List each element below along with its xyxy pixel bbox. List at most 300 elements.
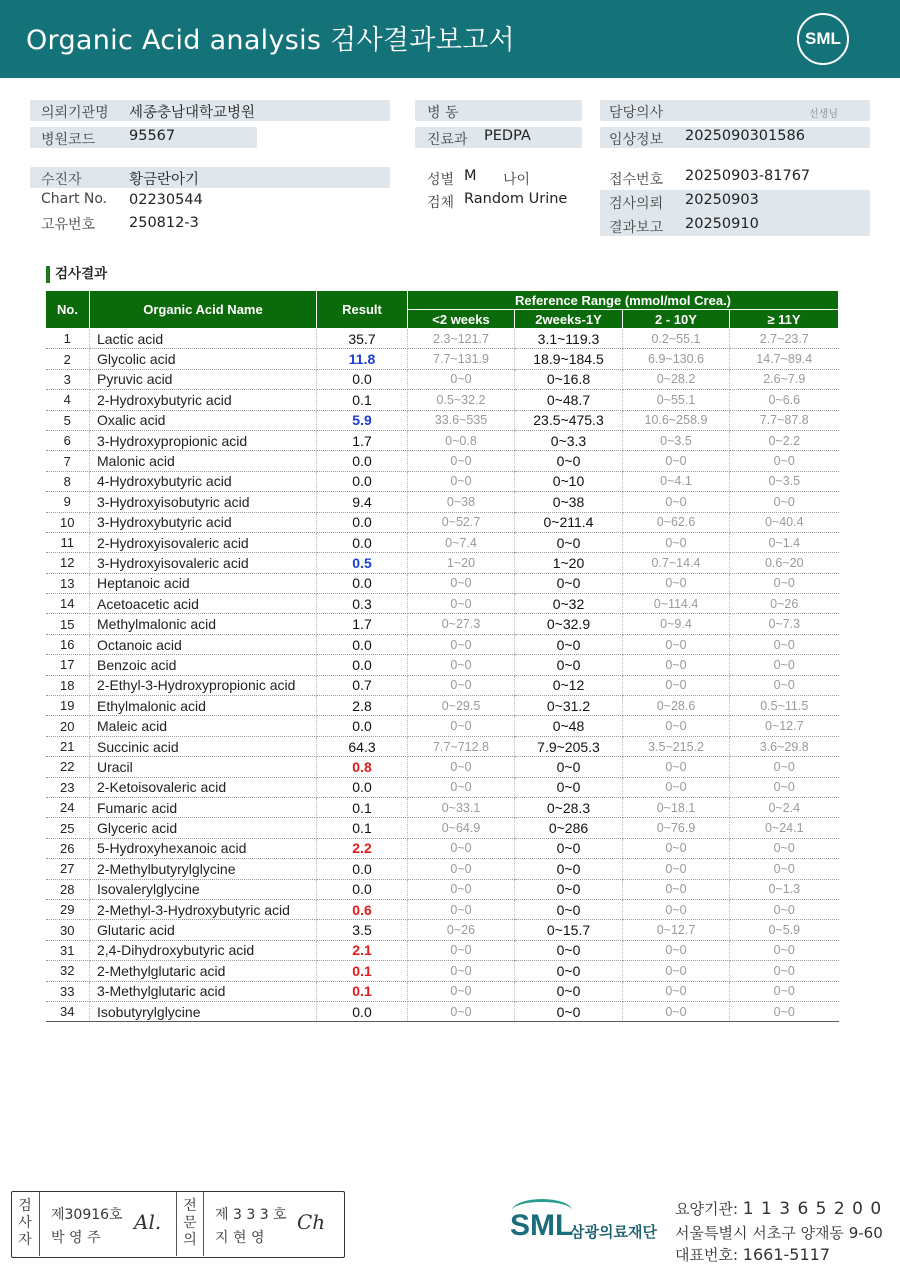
range-11y-plus: 0~3.5 — [730, 471, 839, 491]
dept-label: 진료과 — [427, 132, 468, 148]
range-2-10y: 0.2~55.1 — [623, 329, 730, 349]
report-title: Organic Acid analysis 검사결과보고서 — [26, 25, 515, 56]
hospital-code-value: 95567 — [129, 128, 176, 144]
result-value: 0.0 — [317, 471, 408, 491]
range-2w-1y: 0~3.3 — [515, 430, 623, 450]
result-value: 2.8 — [317, 696, 408, 716]
range-2-10y: 0~9.4 — [623, 614, 730, 634]
range-2-10y: 0~0 — [623, 492, 730, 512]
divider — [176, 1192, 177, 1256]
result-value: 0.0 — [317, 369, 408, 389]
sml-logo-text: SML — [805, 29, 841, 48]
range-under-2w: 0~0 — [408, 451, 515, 471]
results-table — [45, 290, 839, 1022]
range-11y-plus: 0~1.3 — [730, 879, 839, 899]
range-2-10y: 0~28.6 — [623, 696, 730, 716]
acid-name: Uracil — [90, 757, 317, 777]
range-under-2w: 0~52.7 — [408, 512, 515, 532]
sex-label: 성별 — [427, 172, 455, 188]
range-2w-1y: 0~0 — [515, 573, 623, 593]
patient-bar — [30, 167, 390, 188]
divider — [39, 1192, 40, 1256]
range-2-10y: 0~0 — [623, 777, 730, 797]
range-2w-1y: 0~32.9 — [515, 614, 623, 634]
row-number: 2 — [46, 349, 90, 369]
table-row — [46, 655, 839, 675]
result-value: 1.7 — [317, 614, 408, 634]
clinical-label: 임상정보 — [609, 132, 664, 148]
range-2-10y: 0~0 — [623, 961, 730, 981]
row-number: 29 — [46, 899, 90, 919]
range-2w-1y: 0~15.7 — [515, 920, 623, 940]
range-11y-plus: 0~40.4 — [730, 512, 839, 532]
tester-signature: Al. — [134, 1210, 162, 1234]
acid-name: 3-Hydroxyisovaleric acid — [90, 553, 317, 573]
sml-logo — [797, 13, 849, 65]
row-number: 6 — [46, 430, 90, 450]
range-under-2w: 0~0 — [408, 369, 515, 389]
range-11y-plus: 0~6.6 — [730, 390, 839, 410]
doctor-suffix: 선생님 — [809, 109, 838, 120]
report-header — [0, 0, 900, 78]
range-2-10y: 0~0 — [623, 532, 730, 552]
range-under-2w: 0~0 — [408, 961, 515, 981]
range-under-2w: 0~0 — [408, 838, 515, 858]
range-2w-1y: 0~12 — [515, 675, 623, 695]
row-number: 4 — [46, 390, 90, 410]
range-2w-1y: 0~32 — [515, 594, 623, 614]
result-value: 0.7 — [317, 675, 408, 695]
acid-name: 2-Methylglutaric acid — [90, 961, 317, 981]
range-2-10y: 0~62.6 — [623, 512, 730, 532]
range-2w-1y: 0~0 — [515, 859, 623, 879]
acid-name: Octanoic acid — [90, 634, 317, 654]
table-row — [46, 981, 839, 1001]
table-row — [46, 329, 839, 349]
range-2w-1y: 0~0 — [515, 838, 623, 858]
range-2-10y: 0~0 — [623, 1001, 730, 1021]
range-2-10y: 0~0 — [623, 451, 730, 471]
row-number: 15 — [46, 614, 90, 634]
range-under-2w: 0~27.3 — [408, 614, 515, 634]
range-2w-1y: 0~48.7 — [515, 390, 623, 410]
range-under-2w: 0~7.4 — [408, 532, 515, 552]
result-value: 0.0 — [317, 634, 408, 654]
range-11y-plus: 0~0 — [730, 838, 839, 858]
range-under-2w: 33.6~535 — [408, 410, 515, 430]
range-under-2w: 7.7~712.8 — [408, 736, 515, 756]
ward-label: 병 동 — [427, 105, 459, 121]
acid-name: Malonic acid — [90, 451, 317, 471]
hospital-code-label: 병원코드 — [41, 132, 96, 148]
range-11y-plus: 0~0 — [730, 655, 839, 675]
range-11y-plus: 0~0 — [730, 777, 839, 797]
result-value: 0.0 — [317, 532, 408, 552]
range-11y-plus: 0~0 — [730, 859, 839, 879]
table-row — [46, 634, 839, 654]
range-2w-1y: 0~10 — [515, 471, 623, 491]
range-11y-plus: 0~0 — [730, 940, 839, 960]
range-2-10y: 3.5~215.2 — [623, 736, 730, 756]
range-11y-plus: 14.7~89.4 — [730, 349, 839, 369]
row-number: 9 — [46, 492, 90, 512]
range-2w-1y: 1~20 — [515, 553, 623, 573]
range-under-2w: 2.3~121.7 — [408, 329, 515, 349]
range-11y-plus: 0.5~11.5 — [730, 696, 839, 716]
range-11y-plus: 0~0 — [730, 573, 839, 593]
acid-name: Benzoic acid — [90, 655, 317, 675]
specialist-name: 지 현 영 — [215, 1230, 265, 1246]
range-2-10y: 0~0 — [623, 838, 730, 858]
range-11y-plus: 0~0 — [730, 492, 839, 512]
col-range-4: ≥ 11Y — [730, 310, 839, 329]
acid-name: 2-Ketoisovaleric acid — [90, 777, 317, 797]
table-row — [46, 430, 839, 450]
care-institution — [675, 1198, 882, 1219]
range-2w-1y: 0~28.3 — [515, 797, 623, 817]
acid-name: Glycolic acid — [90, 349, 317, 369]
range-under-2w: 0~29.5 — [408, 696, 515, 716]
table-row — [46, 716, 839, 736]
range-under-2w: 0~0 — [408, 675, 515, 695]
range-2w-1y: 0~0 — [515, 532, 623, 552]
result-value: 64.3 — [317, 736, 408, 756]
range-2w-1y: 0~286 — [515, 818, 623, 838]
specialist-signature: Ch — [297, 1210, 326, 1234]
table-row — [46, 532, 839, 552]
range-2-10y: 0~18.1 — [623, 797, 730, 817]
table-row — [46, 1001, 839, 1021]
range-11y-plus: 0~0 — [730, 981, 839, 1001]
result-value: 0.6 — [317, 899, 408, 919]
range-2-10y: 6.9~130.6 — [623, 349, 730, 369]
result-value: 0.0 — [317, 716, 408, 736]
range-under-2w: 7.7~131.9 — [408, 349, 515, 369]
range-2-10y: 0~0 — [623, 757, 730, 777]
institution-value: 세종충남대학교병원 — [129, 105, 256, 121]
row-number: 10 — [46, 512, 90, 532]
row-number: 8 — [46, 471, 90, 491]
doctor-label: 담당의사 — [609, 105, 664, 121]
range-11y-plus: 0~2.4 — [730, 797, 839, 817]
results-table-body — [46, 329, 839, 1022]
row-number: 26 — [46, 838, 90, 858]
range-11y-plus: 0~0 — [730, 675, 839, 695]
result-value: 0.0 — [317, 573, 408, 593]
col-no: No. — [46, 291, 90, 329]
range-2-10y: 0~0 — [623, 859, 730, 879]
range-under-2w: 0~0 — [408, 777, 515, 797]
range-2-10y: 0~0 — [623, 716, 730, 736]
range-under-2w: 0~38 — [408, 492, 515, 512]
range-2-10y: 0~0 — [623, 634, 730, 654]
range-under-2w: 0~26 — [408, 920, 515, 940]
table-row — [46, 451, 839, 471]
col-range-2: 2weeks-1Y — [515, 310, 623, 329]
row-number: 31 — [46, 940, 90, 960]
table-row — [46, 899, 839, 919]
chart-label: Chart No. — [41, 191, 108, 207]
phone-label: 대표번호: — [675, 1246, 739, 1264]
org-name: 삼광의료재단 — [570, 1223, 657, 1241]
care-number: 1 1 3 6 5 2 0 0 — [742, 1199, 883, 1219]
range-2w-1y: 0~0 — [515, 981, 623, 1001]
table-row — [46, 879, 839, 899]
acid-name: Lactic acid — [90, 329, 317, 349]
result-value: 0.1 — [317, 961, 408, 981]
receipt-value: 20250903-81767 — [685, 168, 811, 184]
row-number: 13 — [46, 573, 90, 593]
row-number: 22 — [46, 757, 90, 777]
range-2-10y: 0~12.7 — [623, 920, 730, 940]
range-11y-plus: 0.6~20 — [730, 553, 839, 573]
range-under-2w: 0~0 — [408, 757, 515, 777]
range-2w-1y: 0~0 — [515, 634, 623, 654]
specimen-value: Random Urine — [464, 191, 568, 207]
table-row — [46, 492, 839, 512]
range-11y-plus: 0~7.3 — [730, 614, 839, 634]
range-2-10y: 0~0 — [623, 655, 730, 675]
row-number: 12 — [46, 553, 90, 573]
range-under-2w: 0~33.1 — [408, 797, 515, 817]
divider — [203, 1192, 204, 1256]
acid-name: 2-Hydroxyisovaleric acid — [90, 532, 317, 552]
acid-name: 3-Hydroxypropionic acid — [90, 430, 317, 450]
result-value: 0.0 — [317, 879, 408, 899]
table-row — [46, 349, 839, 369]
acid-name: 2-Ethyl-3-Hydroxypropionic acid — [90, 675, 317, 695]
acid-name: Glutaric acid — [90, 920, 317, 940]
acid-name: Maleic acid — [90, 716, 317, 736]
table-row — [46, 573, 839, 593]
row-number: 20 — [46, 716, 90, 736]
range-2-10y: 0~0 — [623, 940, 730, 960]
acid-name: Glyceric acid — [90, 818, 317, 838]
range-under-2w: 0~0 — [408, 634, 515, 654]
acid-name: Acetoacetic acid — [90, 594, 317, 614]
table-row — [46, 736, 839, 756]
acid-name: Ethylmalonic acid — [90, 696, 317, 716]
range-under-2w: 0~0 — [408, 859, 515, 879]
range-11y-plus: 0~0 — [730, 1001, 839, 1021]
range-under-2w: 0~0.8 — [408, 430, 515, 450]
range-under-2w: 0~0 — [408, 573, 515, 593]
range-2-10y: 0~114.4 — [623, 594, 730, 614]
acid-name: Oxalic acid — [90, 410, 317, 430]
table-row — [46, 696, 839, 716]
tester-label: 검사자 — [18, 1198, 32, 1248]
acid-name: 3-Hydroxybutyric acid — [90, 512, 317, 532]
table-row — [46, 410, 839, 430]
sex-value: M — [464, 168, 477, 184]
range-2w-1y: 0~48 — [515, 716, 623, 736]
range-2-10y: 0~0 — [623, 899, 730, 919]
range-under-2w: 0~64.9 — [408, 818, 515, 838]
row-number: 14 — [46, 594, 90, 614]
specimen-label: 검체 — [427, 195, 455, 211]
row-number: 1 — [46, 329, 90, 349]
range-11y-plus: 0~0 — [730, 634, 839, 654]
care-label: 요양기관: — [675, 1200, 739, 1218]
patient-value: 황금란아기 — [129, 172, 200, 188]
uid-label: 고유번호 — [41, 217, 96, 233]
row-number: 16 — [46, 634, 90, 654]
range-2-10y: 0~4.1 — [623, 471, 730, 491]
table-row — [46, 777, 839, 797]
range-under-2w: 0~0 — [408, 981, 515, 1001]
row-number: 25 — [46, 818, 90, 838]
range-under-2w: 0~0 — [408, 655, 515, 675]
range-under-2w: 0~0 — [408, 471, 515, 491]
result-value: 0.1 — [317, 797, 408, 817]
range-2-10y: 0.7~14.4 — [623, 553, 730, 573]
table-row — [46, 859, 839, 879]
result-value: 5.9 — [317, 410, 408, 430]
range-under-2w: 0.5~32.2 — [408, 390, 515, 410]
phone-line — [675, 1244, 830, 1265]
row-number: 3 — [46, 369, 90, 389]
receipt-label: 접수번호 — [609, 172, 664, 188]
col-range-3: 2 - 10Y — [623, 310, 730, 329]
dept-value: PEDPA — [484, 128, 531, 144]
table-row — [46, 818, 839, 838]
row-number: 19 — [46, 696, 90, 716]
acid-name: Succinic acid — [90, 736, 317, 756]
result-value: 0.0 — [317, 859, 408, 879]
row-number: 23 — [46, 777, 90, 797]
range-2w-1y: 0~0 — [515, 899, 623, 919]
range-11y-plus: 0~0 — [730, 757, 839, 777]
acid-name: 2-Methylbutyrylglycine — [90, 859, 317, 879]
row-number: 27 — [46, 859, 90, 879]
range-2-10y: 0~0 — [623, 879, 730, 899]
report-label: 결과보고 — [609, 220, 664, 236]
range-11y-plus: 0~0 — [730, 961, 839, 981]
range-2w-1y: 23.5~475.3 — [515, 410, 623, 430]
table-row — [46, 675, 839, 695]
range-2w-1y: 0~0 — [515, 1001, 623, 1021]
range-2w-1y: 0~0 — [515, 879, 623, 899]
range-2w-1y: 0~38 — [515, 492, 623, 512]
row-number: 24 — [46, 797, 90, 817]
result-value: 0.1 — [317, 818, 408, 838]
acid-name: Heptanoic acid — [90, 573, 317, 593]
range-2w-1y: 0~31.2 — [515, 696, 623, 716]
address: 서울특별시 서초구 양재동 9-60 — [675, 1224, 883, 1242]
acid-name: Fumaric acid — [90, 797, 317, 817]
clinical-value: 2025090301586 — [685, 128, 805, 144]
range-11y-plus: 0~5.9 — [730, 920, 839, 940]
result-value: 0.0 — [317, 655, 408, 675]
patient-label: 수진자 — [41, 172, 82, 188]
acid-name: Isobutyrylglycine — [90, 1001, 317, 1021]
acid-name: 3-Hydroxyisobutyric acid — [90, 492, 317, 512]
section-title: 검사결과 — [46, 266, 107, 283]
uid-value: 250812-3 — [129, 215, 199, 231]
range-2w-1y: 0~0 — [515, 777, 623, 797]
range-2-10y: 0~76.9 — [623, 818, 730, 838]
table-row — [46, 838, 839, 858]
range-2-10y: 0~3.5 — [623, 430, 730, 450]
row-number: 5 — [46, 410, 90, 430]
table-row — [46, 920, 839, 940]
range-2-10y: 0~0 — [623, 675, 730, 695]
results-table-head — [46, 291, 839, 329]
range-2-10y: 0~28.2 — [623, 369, 730, 389]
range-2w-1y: 0~0 — [515, 757, 623, 777]
acid-name: 5-Hydroxyhexanoic acid — [90, 838, 317, 858]
range-2w-1y: 18.9~184.5 — [515, 349, 623, 369]
range-2-10y: 0~0 — [623, 573, 730, 593]
range-2w-1y: 7.9~205.3 — [515, 736, 623, 756]
range-under-2w: 0~0 — [408, 716, 515, 736]
age-label: 나이 — [503, 172, 531, 188]
range-2w-1y: 3.1~119.3 — [515, 329, 623, 349]
range-11y-plus: 0~0 — [730, 451, 839, 471]
institution-label: 의뢰기관명 — [41, 105, 109, 121]
org-logo-text: SML — [510, 1209, 574, 1242]
range-11y-plus: 0~12.7 — [730, 716, 839, 736]
result-value: 0.1 — [317, 981, 408, 1001]
range-2w-1y: 0~0 — [515, 961, 623, 981]
range-2-10y: 0~55.1 — [623, 390, 730, 410]
result-value: 11.8 — [317, 349, 408, 369]
tester-name: 박 영 주 — [51, 1230, 101, 1246]
table-row — [46, 797, 839, 817]
result-value: 35.7 — [317, 329, 408, 349]
result-value: 0.5 — [317, 553, 408, 573]
result-value: 2.1 — [317, 940, 408, 960]
row-number: 17 — [46, 655, 90, 675]
range-2w-1y: 0~0 — [515, 940, 623, 960]
result-value: 0.0 — [317, 512, 408, 532]
result-value: 3.5 — [317, 920, 408, 940]
acid-name: Isovalerylglycine — [90, 879, 317, 899]
tester-license: 제30916호 — [51, 1207, 123, 1223]
request-label: 검사의뢰 — [609, 196, 664, 212]
acid-name: 2-Hydroxybutyric acid — [90, 390, 317, 410]
range-11y-plus: 0~0 — [730, 899, 839, 919]
acid-name: 2-Methyl-3-Hydroxybutyric acid — [90, 899, 317, 919]
range-11y-plus: 3.6~29.8 — [730, 736, 839, 756]
col-name: Organic Acid Name — [90, 291, 317, 329]
range-11y-plus: 2.7~23.7 — [730, 329, 839, 349]
row-number: 21 — [46, 736, 90, 756]
table-row — [46, 940, 839, 960]
range-11y-plus: 0~2.2 — [730, 430, 839, 450]
row-number: 30 — [46, 920, 90, 940]
range-11y-plus: 0~24.1 — [730, 818, 839, 838]
range-2-10y: 10.6~258.9 — [623, 410, 730, 430]
range-11y-plus: 0~26 — [730, 594, 839, 614]
table-row — [46, 390, 839, 410]
range-11y-plus: 7.7~87.8 — [730, 410, 839, 430]
range-under-2w: 0~0 — [408, 899, 515, 919]
result-value: 9.4 — [317, 492, 408, 512]
range-2-10y: 0~0 — [623, 981, 730, 1001]
acid-name: 4-Hydroxybutyric acid — [90, 471, 317, 491]
row-number: 28 — [46, 879, 90, 899]
row-number: 33 — [46, 981, 90, 1001]
result-value: 0.1 — [317, 390, 408, 410]
range-under-2w: 0~0 — [408, 1001, 515, 1021]
table-row — [46, 512, 839, 532]
result-value: 1.7 — [317, 430, 408, 450]
range-2w-1y: 0~16.8 — [515, 369, 623, 389]
acid-name: Methylmalonic acid — [90, 614, 317, 634]
result-value: 0.0 — [317, 777, 408, 797]
range-under-2w: 0~0 — [408, 879, 515, 899]
